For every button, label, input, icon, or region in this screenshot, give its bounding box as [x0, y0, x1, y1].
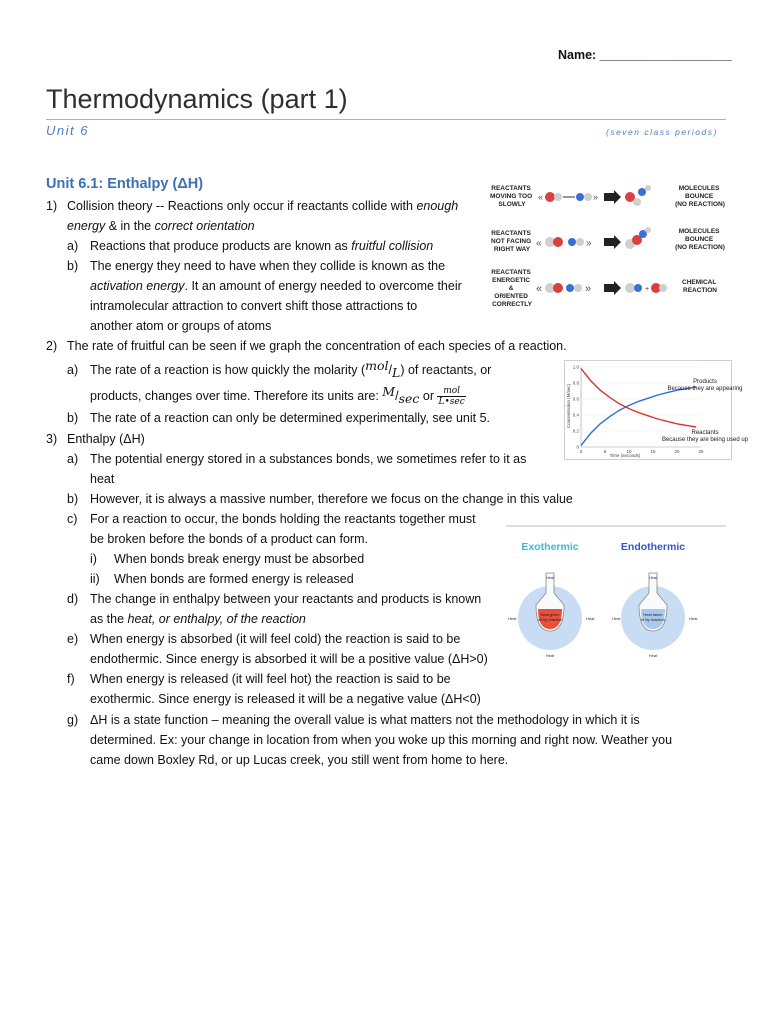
text-italic: activation energy — [90, 279, 185, 293]
heat-label: Heat — [648, 653, 658, 658]
rate-chart — [564, 360, 749, 460]
item-2b-text: The rate of a reaction can only be determined experimentally, see unit 5. — [90, 411, 490, 425]
x-tick-label: 10 — [626, 449, 632, 454]
item-3f-number: f) — [67, 672, 75, 686]
item-3b-number: b) — [67, 492, 79, 506]
item-2a-line-1 — [90, 358, 492, 380]
label-line: CORRECTLY — [492, 301, 532, 308]
item-3a-line-2: heat — [90, 472, 115, 486]
item-3d-line-2 — [90, 611, 306, 627]
row1-right-label — [675, 185, 725, 208]
y-tick-label: 0.6 — [572, 396, 579, 402]
exo-endo-figure — [506, 525, 726, 665]
chart-axes — [581, 367, 701, 447]
item-3f-line-2: exothermic. Since energy is released it will be a negative value (ΔH<0) — [90, 692, 481, 706]
text-italic: fruitful collision — [351, 239, 434, 253]
item-3b-text: However, it is always a massive number, therefore we focus on the change in this value — [90, 492, 573, 506]
math-mol: mol — [365, 358, 389, 373]
heat-label: Heat — [612, 616, 621, 621]
products-annotation-label: Products — [693, 379, 717, 385]
series-line-reactants — [581, 369, 696, 427]
math-L: L — [392, 365, 401, 380]
label-line: MOVING TOO — [490, 193, 533, 200]
label-line: & — [508, 285, 514, 292]
label-line: (NO REACTION) — [675, 244, 725, 251]
item-3a-line-1: The potential energy stored in a substances bonds, we sometimes refer to it as — [90, 452, 527, 466]
text: as the — [90, 612, 128, 626]
item-3c-number: c) — [67, 512, 78, 526]
svg-text:»: » — [585, 283, 592, 295]
exo-center-line: off by reaction — [537, 617, 563, 622]
item-1b-number: b) — [67, 259, 79, 273]
title-rule — [46, 119, 726, 120]
item-3d-number: d) — [67, 592, 79, 606]
math-slash: / — [395, 388, 399, 403]
item-1b-line-2 — [90, 278, 462, 294]
heat-label: Heat — [545, 653, 555, 658]
label-line: REACTANTS — [491, 185, 531, 192]
heat-label: Heat — [508, 616, 517, 621]
exothermic-title: Exothermic — [521, 541, 579, 553]
item-3ci-number: i) — [90, 552, 97, 566]
reactants-annotation-note: Because they are being used up — [661, 437, 749, 443]
text: ) of reactants, or — [400, 363, 492, 377]
misaligned-molecules-icon — [536, 227, 651, 249]
row2-right-label — [675, 228, 725, 251]
math-M: M — [382, 383, 396, 399]
item-3c-line-1: For a reaction to occur, the bonds holding the reactants together must — [90, 512, 476, 526]
products-annotation-note: Because they are appearing — [667, 386, 743, 392]
label-line: REACTION — [683, 287, 717, 294]
text-italic: correct orientation — [154, 219, 255, 233]
name-field: Name: ___________________ — [558, 48, 732, 62]
item-3g-line-1: ΔH is a state function – meaning the overall value is what matters not the methodology in which it is — [90, 713, 640, 727]
label-line: CHEMICAL — [682, 279, 717, 286]
unit-label: Unit 6 — [46, 123, 89, 138]
label-line: ORIENTED — [494, 293, 528, 300]
item-3g-number: g) — [67, 713, 79, 727]
section-heading: Unit 6.1: Enthalpy (ΔH) — [46, 176, 204, 192]
slow-molecules-icon — [538, 185, 651, 206]
svg-text:»: » — [593, 192, 599, 202]
text: The rate of a reaction is how quickly the molarity ( — [90, 363, 366, 377]
svg-text:»: » — [586, 238, 592, 249]
endothermic-title: Endothermic — [620, 541, 686, 553]
y-axis-label: Concentration (M/sec) — [566, 383, 571, 429]
endothermic-flask-icon — [612, 573, 698, 658]
item-3g-line-3: came down Boxley Rd, or up Lucas creek, you still went from home to here. — [90, 753, 509, 767]
item-3g-line-2: determined. Ex: your change in location from when you woke up this morning and right now. Weather you — [90, 733, 673, 747]
item-3e-line-2: endothermic. Since energy is absorbed it will be a positive value (ΔH>0) — [90, 652, 488, 666]
item-2a-line-2 — [90, 383, 466, 407]
item-1-number: 1) — [46, 199, 58, 213]
item-1-line-1 — [67, 198, 458, 214]
label-line: NOT FACING — [491, 238, 532, 245]
item-2b-number: b) — [67, 411, 79, 425]
y-tick-label: 0.4 — [572, 412, 579, 418]
text: Collision theory -- Reactions only occur if reactants collide with — [67, 199, 417, 213]
x-tick-label: 5 — [603, 449, 607, 454]
x-tick-label: 0 — [579, 449, 583, 454]
endo-center-line: in by reaction — [641, 617, 665, 622]
text-italic: heat, or enthalpy, of the reaction — [127, 612, 306, 626]
item-3f-line-1: When energy is released (it will feel hot) the reaction is said to be — [90, 672, 451, 686]
y-tick-label: 0.2 — [572, 428, 579, 434]
item-1b-line-3: intramolecular attraction to convert shift those attractions to — [90, 299, 418, 313]
item-2-number: 2) — [46, 339, 58, 353]
heat-label: Heat — [586, 616, 595, 621]
item-3c-line-2: be broken before the bonds of a product can form. — [90, 532, 368, 546]
label-line: REACTANTS — [491, 230, 531, 237]
label-line: ENERGETIC — [492, 277, 531, 284]
item-3e-number: e) — [67, 632, 79, 646]
label-line: MOLECULES — [678, 185, 720, 192]
heat-label: Heat — [648, 575, 658, 580]
y-tick-label: 0 — [576, 444, 579, 450]
label-line: BOUNCE — [685, 236, 714, 243]
text: Reactions that produce products are known as — [90, 239, 352, 253]
item-1-line-2 — [67, 218, 255, 234]
text-italic: enough — [416, 199, 459, 213]
page-title: Thermodynamics (part 1) — [46, 84, 348, 114]
math-sec: sec — [398, 390, 420, 406]
svg-text:«: « — [536, 238, 542, 249]
exo-center-line: Heat given — [540, 612, 560, 617]
item-3ci-text: When bonds break energy must be absorbed — [114, 552, 365, 566]
heat-label: Heat — [689, 616, 698, 621]
item-1b-line-1: The energy they need to have when they collide is known as the — [90, 259, 446, 273]
label-line: REACTANTS — [491, 269, 531, 276]
item-3-text: Enthalpy (ΔH) — [67, 432, 145, 446]
item-3e-line-1: When energy is absorbed (it will feel cold) the reaction is said to be — [90, 632, 461, 646]
item-1a-number: a) — [67, 239, 79, 253]
item-2a-number: a) — [67, 363, 79, 377]
x-tick-label: 15 — [650, 449, 656, 454]
y-tick-label: 0.8 — [572, 380, 579, 386]
fraction-denominator: L•sec — [438, 397, 465, 407]
item-3-number: 3) — [46, 432, 58, 446]
item-2-text: The rate of fruitful can be seen if we graph the concentration of each species of a reaction. — [67, 339, 567, 353]
label-line: MOLECULES — [678, 228, 720, 235]
chart-grid — [581, 367, 701, 447]
y-tick-label: 1.0 — [572, 364, 579, 370]
math-slash: / — [388, 363, 392, 377]
x-tick-label: 20 — [674, 449, 680, 454]
math-fraction — [437, 386, 465, 407]
x-axis-label: Time (seconds) — [609, 453, 641, 458]
chart-lines — [581, 369, 696, 446]
label-line: RIGHT WAY — [493, 246, 531, 253]
x-tick-label: 25 — [698, 449, 704, 454]
svg-text:«: « — [538, 192, 544, 202]
item-3cii-number: ii) — [90, 572, 100, 586]
reacting-molecules-icon — [536, 281, 667, 295]
item-3cii-text: When bonds are formed energy is released — [114, 572, 354, 586]
item-3d-line-1: The change in enthalpy between your reactants and products is known — [90, 592, 482, 606]
svg-text:+: + — [645, 286, 650, 293]
text: products, changes over time. Therefore its units are: — [90, 388, 383, 403]
label-line: SLOWLY — [498, 201, 526, 208]
exothermic-flask-icon — [508, 573, 595, 658]
heat-label: Heat — [545, 575, 555, 580]
label-line: BOUNCE — [685, 193, 714, 200]
row3-right-label — [682, 279, 718, 294]
endo-center-line: Heat taken — [643, 612, 663, 617]
label-line: (NO REACTION) — [675, 201, 725, 208]
item-3a-number: a) — [67, 452, 79, 466]
reactants-annotation-label: Reactants — [691, 430, 719, 436]
text: & in the — [105, 219, 155, 233]
row2-left-label — [491, 230, 533, 253]
text-italic: energy — [67, 219, 106, 233]
text: . It an amount of energy needed to overcome their — [184, 279, 462, 293]
item-1b-line-4: another atom or groups of atoms — [90, 319, 272, 333]
periods-note: (seven class periods) — [606, 127, 718, 137]
text: or — [419, 388, 438, 403]
item-1a-text — [90, 238, 433, 254]
row1-left-label — [490, 185, 534, 208]
fraction-numerator: mol — [437, 386, 465, 397]
collision-theory-figure — [490, 180, 730, 310]
svg-text:«: « — [536, 283, 543, 295]
row3-left-label — [491, 269, 532, 308]
